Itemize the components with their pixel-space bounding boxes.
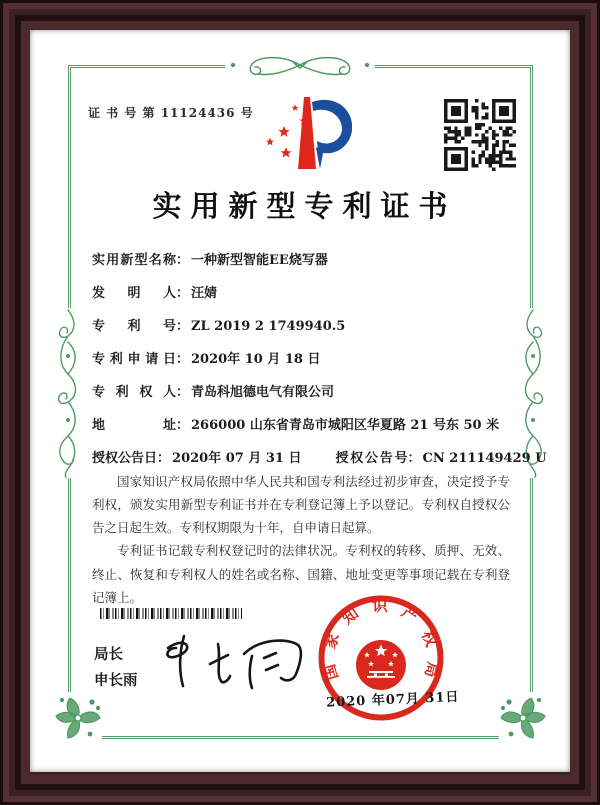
field-label: 专利申请日 [92, 352, 176, 367]
grant-number-pair [336, 450, 547, 467]
bottom-left-floral-ornament [54, 692, 102, 742]
field-row-name [92, 252, 517, 269]
colon: ： [176, 352, 190, 367]
director-signature [152, 626, 322, 704]
qr-code [444, 99, 516, 171]
seal-org-text: 国家知识产权局 [319, 595, 444, 683]
field-label: 专利号 [92, 319, 176, 334]
field-row-grant [92, 450, 547, 467]
legal-paragraph-1: 国家知识产权局依照中华人民共和国专利法经过初步审查，决定授予专利权，颁发实用新型专利证书并在专利登记簿上予以登记。专利权自授权公告之日起生效。专利权期限为十年，自申请日起算。 [92, 474, 510, 536]
certificate-paper [30, 30, 570, 772]
field-value: 一种新型智能EE烧写器 [191, 253, 328, 268]
field-row-patent-no [92, 318, 517, 335]
colon: ： [407, 451, 421, 466]
colon: ： [176, 319, 190, 334]
field-value: 2020年 07 月 31 日 [172, 451, 302, 466]
field-label: 专利权人 [92, 385, 176, 400]
director-title: 局长 [94, 647, 123, 663]
patent-fields [92, 252, 547, 467]
field-row-inventor [92, 285, 517, 302]
field-value: CN 211149429 U [422, 451, 547, 466]
field-label: 授权公告日 [92, 451, 158, 466]
field-row-filing-date [92, 351, 517, 368]
field-value: 汪婧 [191, 286, 218, 301]
field-label: 实用新型名称 [92, 253, 176, 268]
colon: ： [176, 385, 190, 400]
colon: ： [176, 418, 190, 433]
top-flourish-ornament [225, 51, 375, 81]
field-row-patentee [92, 384, 517, 401]
bottom-right-floral-ornament [499, 692, 547, 742]
cnipa-patent-logo-icon [258, 90, 352, 180]
certificate-title: 实用新型专利证书 [152, 189, 457, 223]
field-value: 青岛科旭德电气有限公司 [191, 385, 335, 400]
director-name: 申长雨 [94, 673, 138, 689]
national-emblem-icon [356, 640, 406, 690]
legal-paragraph-2: 专利证书记载专利权登记时的法律状况。专利权的转移、质押、无效、终止、恢复和专利权人的姓名或名称、国籍、地址变更等事项记载在专利登记簿上。 [92, 543, 510, 605]
colon: ： [176, 286, 190, 301]
field-row-address [92, 417, 517, 434]
legal-text [92, 470, 510, 609]
field-value: 266000 山东省青岛市城阳区华夏路 21 号东 50 米 [191, 418, 500, 433]
barcode [100, 608, 242, 619]
seal-date: 2020 年07月 31日 [325, 689, 460, 711]
certificate-number: 证 书 号 第 11124436 号 [88, 106, 254, 120]
field-label: 授权公告号 [335, 451, 408, 466]
left-flourish-ornament [54, 308, 82, 478]
field-value: 2020年 10 月 18 日 [191, 352, 321, 367]
field-label: 地址 [92, 418, 176, 433]
colon: ： [157, 451, 171, 466]
director-block [94, 642, 138, 694]
field-label: 发明人 [92, 286, 176, 301]
field-value: ZL 2019 2 1749940.5 [191, 319, 346, 334]
colon: ： [176, 253, 190, 268]
